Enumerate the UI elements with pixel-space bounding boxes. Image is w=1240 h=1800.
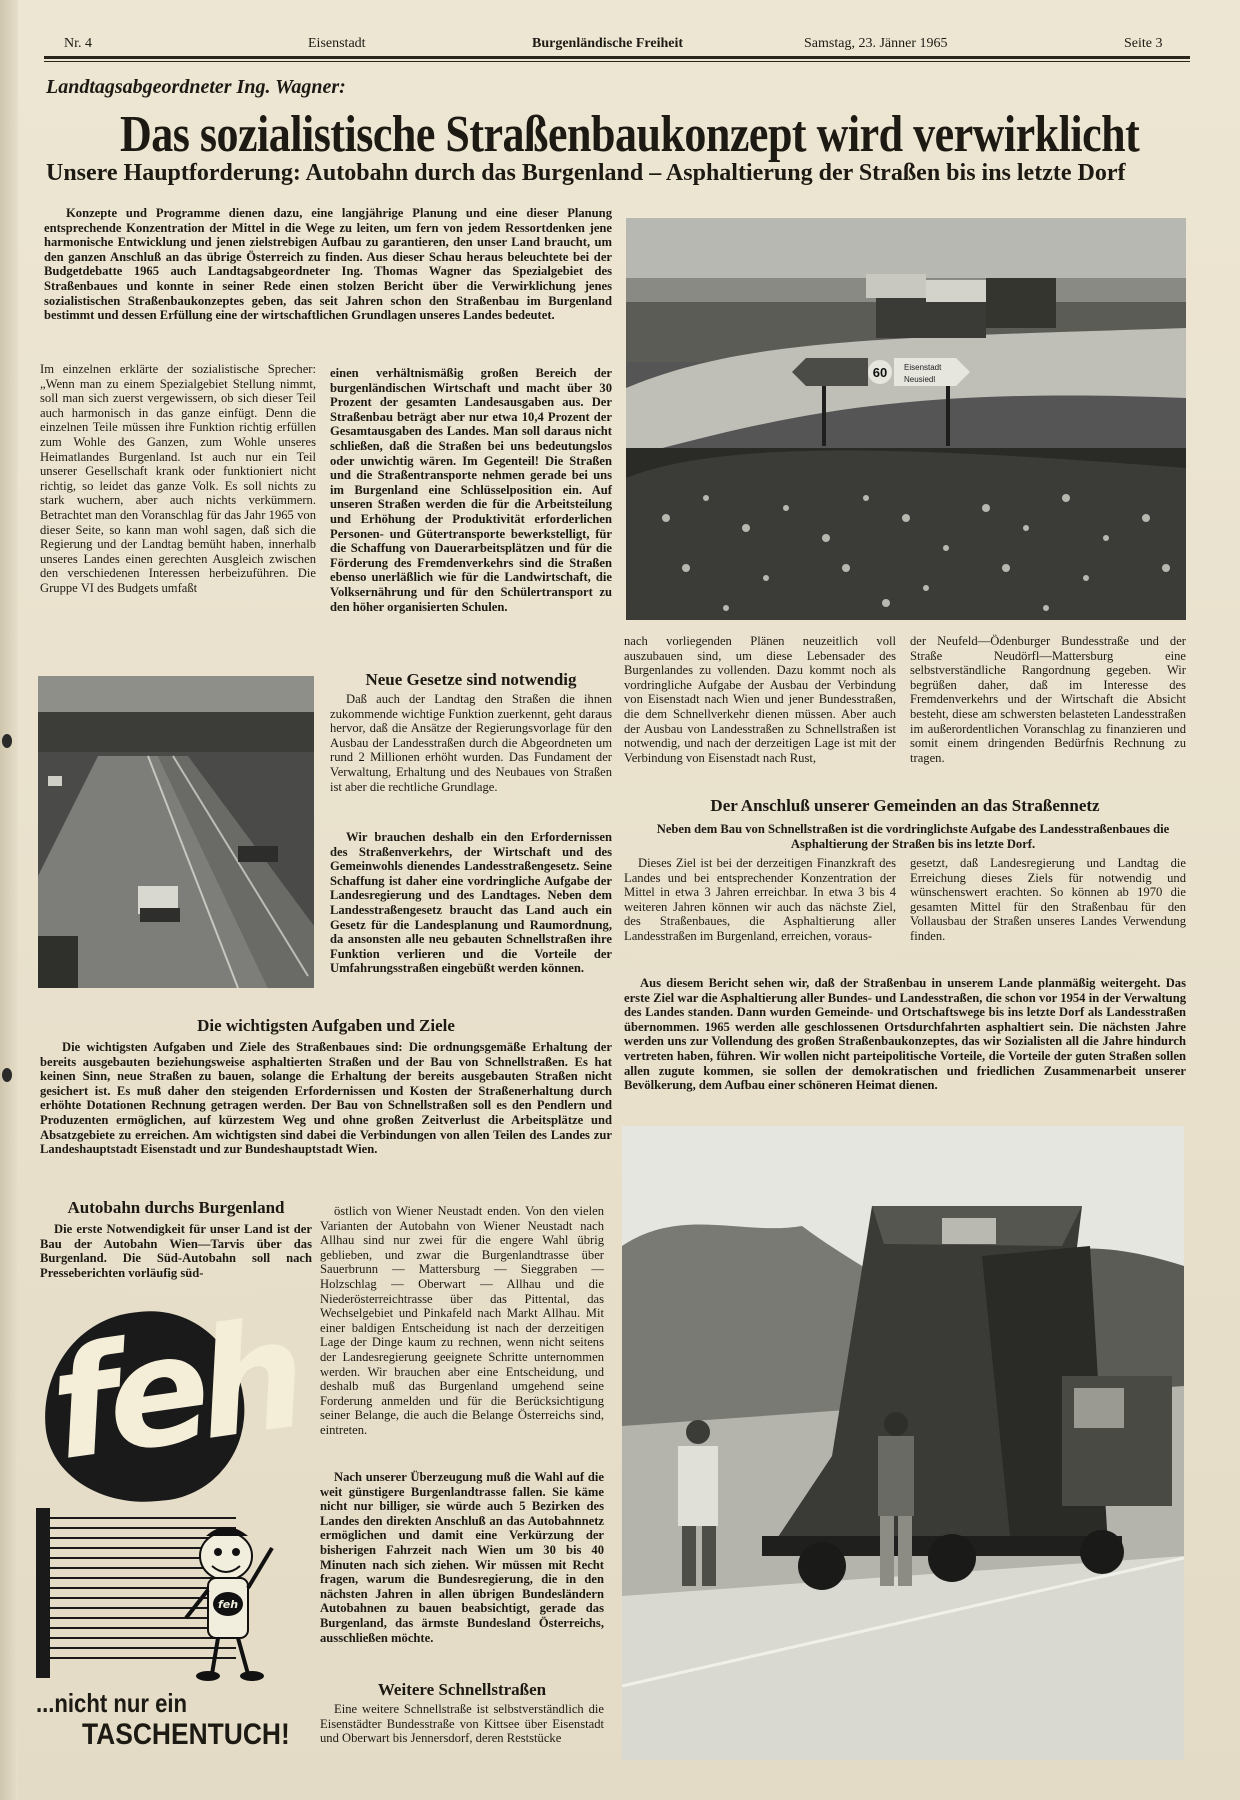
dump-truck-photo xyxy=(622,1126,1184,1760)
column-1-text: Im einzelnen erklärte der sozialistische Sprecher: „Wenn man zu einem Spezialgebiet Stellung nimmt, soll man sich zuerst vergewissern, ob sich dieser Teil auch harmonisch in das ganze einfügt. Denn die einzelnen Teile müssen ihre Funktion richtig erfüllen zum Wohle des Ganzen, zum Wohle unseres Heimatlandes Burgenland. Ist auch nur ein Teil unserer Gesellschaft krank oder funktioniert nicht richtig, so leidet das ganze Volk. Es soll nichts zu stark wuchern, aber auch nichts verkümmern. Betrachtet man den Voranschlag für das Jahr 1965 von dieser Seite, so kann man wohl sagen, daß sich die Regierung und der Landtag bemüht haben, innerhalb unseres Landes einen gerechten Ausgleich zwischen den verschiedenen Interessen herbeizuführen. Die Gruppe VI des Budgets umfaßt xyxy=(40,362,316,595)
newspaper-name: Burgenländische Freiheit xyxy=(532,36,684,51)
page-edge xyxy=(0,0,18,1800)
road-sign-photo-image xyxy=(626,218,1186,620)
article-overline: Landtagsabgeordneter Ing. Wagner: xyxy=(46,76,346,98)
gesetze-text: Daß auch der Landtag den Straßen die ihnen zukommende wichtige Funktion zuerkennt, geht daraus hervor, daß die Ansätze der Regierungsvorlage für den Ausbau der Landesstraßen durch die Abgeordneten um rund 2 Millionen erhöht wurden. Das Fundament der Verwaltung, Erhaltung und des Neubaues von Straßen ist aber die rechtliche Grundlage. xyxy=(330,692,612,794)
highway-photo-image xyxy=(38,676,314,988)
header-rule-thin xyxy=(44,61,1190,62)
article-subheadline: Unsere Hauptforderung: Autobahn durch das Burgenland – Asphaltierung der Straßen bis ins letzte Dorf xyxy=(46,160,1126,186)
sign-destination-1: Eisenstadt xyxy=(904,363,942,372)
section-heading-gesetze: Neue Gesetze sind notwendig xyxy=(365,670,577,689)
ad-brand-logo: feh xyxy=(40,1288,307,1495)
ad-slogan-line-1: ...nicht nur ein xyxy=(36,1688,188,1718)
issue-number: Nr. 4 xyxy=(64,36,92,51)
autobahn-text: Die erste Notwendigkeit für unser Land ist der Bau der Autobahn Wien—Tarvis über das Burgenland. Die Süd-Autobahn soll nach Presseberichten vorläufig süd- xyxy=(40,1222,312,1280)
road-sign-photo xyxy=(626,218,1186,620)
feh-advertisement xyxy=(36,1288,307,1758)
article-lead: Konzepte und Programme dienen dazu, eine langjährige Planung und eine dieser Planung entsprechende Konzentration der Mittel in die Wege zu leiten, um fern von jedem Ressortdenken jene harmonische Entwicklung und jenen zielstrebigen Aufbau zu garantieren, den unser Land braucht, um den ganzen Anschluß an das übrige Österreich zu finden. Aus dieser Schau heraus beleuchtete bei der Budgetdebatte 1965 auch Landtagsabgeordneter Ing. Thomas Wagner das Spezialgebiet des Straßenbaues und konnte in seiner Rede einen stolzen Bericht über die Verwirklichung jenes sozialistischen Straßenbaukonzeptes geben, das seit Jahren schon den Straßenbau im Burgenland bestimmt und dessen Erfüllung eine der wirtschaftlichen Grundlagen unseres Landes bedeutet. xyxy=(44,206,612,323)
column-2-text: einen verhältnismäßig großen Bereich der burgenländischen Wirtschaft und macht über 30 Prozent der gesamten Landesausgaben aus. Der Straßenbau beträgt aber nur etwa 10,4 Prozent der Gesamtausgaben des Landes. Man soll daraus nicht schließen, daß die Straßen bei uns bedeutungslos oder unwichtig wären. Im Gegenteil! Die Straßen und die Straßentransporte nehmen gerade bei uns im Burgenland eine Schlüsselposition ein. Auf unseren Straßen werden die für die Arbeitsteilung und Erhöhung der Produktivität erforderlichen Personen- und Gütertransporte bewerkstelligt, für die Schaffung von Dauerarbeitsplätzen und für die Förderung des Fremdenverkehrs sind die Straßen ebenso unerläßlich wie für die Landwirtschaft, die Volksernährung und für den Schülertransport zu den höher organisierten Schulen. xyxy=(330,366,612,614)
section-heading-anschluss: Der Anschluß unserer Gemeinden an das Straßennetz xyxy=(710,796,1100,815)
speed-limit-sign: 60 xyxy=(872,365,888,380)
anschluss-text-c: Aus diesem Bericht sehen wir, daß der Straßenbau in unserem Lande planmäßig weitergeht. Das erste Ziel war die Asphaltierung aller Bundes- und Landesstraßen, die schon vor 1954 in der Verwaltung des Landes standen. Dann wurden Gemeinde- und Ortschaftswege bis ins letzte Dorf als Landesstraßen übernommen. 1965 werden alle geschlossenen Ortsdurchfahrten asphaltiert sein. Die nächsten Jahre werden uns zur Vollendung des großen Straßenbaukonzeptes, das wir Sozialisten all die Jahre hindurch vertreten haben, führen. Wir wollen nicht parteipolitische Vorteile, die Vorteile der guten Straßen sollen allen zugute kommen, sie sollen der demokratischen und friedlichen Zusammenarbeit unserer Bevölkerung, dem Aufbau einer schöneren Heimat dienen. xyxy=(624,976,1186,1093)
ad-mascot-badge: feh xyxy=(217,1598,239,1611)
column-3b-text: der Neufeld—Ödenburger Bundesstraße und der Straße Neudörfl—Mattersburg eine selbstverständliche Rangordnung gegeben. Wir begrüßen daher, daß im Interesse des Fremdenverkehrs und der Wirtschaft die Absicht besteht, diese am schwersten belasteten Landesstraßen im außerordentlichen Voranschlag zu finanzieren und somit einem dringenden Bedürfnis Rechnung zu tragen. xyxy=(910,634,1186,765)
header-rule xyxy=(44,56,1190,59)
anschluss-lead: Neben dem Bau von Schnellstraßen ist die vordringlichste Aufgabe des Landesstraßenbaues die Asphaltierung der Straßen bis ins letzte Dorf. xyxy=(656,822,1170,851)
anschluss-text-b: gesetzt, daß Landesregierung und Landtag die Erreichung dieses Ziels für notwendig und wünschenswert erachten. So können ab 1970 die gesamten Mittel für den Straßenbau für den Vollausbau der Straßen unseres Landes Verwendung finden. xyxy=(910,856,1186,943)
highway-photo xyxy=(38,676,314,988)
section-heading-autobahn: Autobahn durchs Burgenland xyxy=(67,1198,285,1217)
page-number: Seite 3 xyxy=(1124,36,1163,51)
ad-slogan-line-2: TASCHENTUCH! xyxy=(82,1718,290,1751)
column-3a-text: nach vorliegenden Plänen neuzeitlich voll auszubauen sind, um diese Lebensader des Burgenlandes zu vollenden. Dazu kommt noch als vordringliche Aufgabe der Ausbau der Verbindung von Eisenstadt nach Wien und jener Bundesstraßen, die dem Schnellverkehr dienen müssen. Aber auch der Ausbau von Landesstraßen zu Schnellstraßen ist notwendig, und nach der derzeitigen Lage ist mit der Verbindung von Eisenstadt nach Rust, xyxy=(624,634,896,765)
weitere-text: Eine weitere Schnellstraße ist selbstverständlich die Eisenstädter Bundesstraße von Kittsee über Eisenstadt und Oberwart bis Jennersdorf, deren Reststücke xyxy=(320,1702,604,1746)
ad-mascot-illustration xyxy=(36,1508,306,1688)
anschluss-text-a: Dieses Ziel ist bei der derzeitigen Finanzkraft des Landes und bei entsprechender Konzentration der Mittel in etwa 3 Jahren erreichbar. In etwa 3 bis 4 weiteren Jahren können wir auch das nächste Ziel, des Straßenbaues, die Asphaltierung aller Landesstraßen im Burgenland, erreichen, voraus- xyxy=(624,856,896,943)
punch-hole xyxy=(2,734,12,748)
sign-destination-2: Neusiedl xyxy=(904,375,936,384)
section-heading-aufgaben: Die wichtigsten Aufgaben und Ziele xyxy=(197,1016,455,1035)
section-heading-weitere: Weitere Schnellstraßen xyxy=(377,1680,547,1699)
article-headline: Das sozialistische Straßenbaukonzept wird verwirklicht xyxy=(120,105,1140,163)
punch-hole xyxy=(2,1068,12,1082)
header-date: Samstag, 23. Jänner 1965 xyxy=(804,36,948,51)
aufgaben-text: Die wichtigsten Aufgaben und Ziele des Straßenbaues sind: Die ordnungsgemäße Erhaltung der bereits ausgebauten beziehungsweise asphaltierten Straßen und der Bau von Schnellstraßen. Es hat keinen Sinn, neue Straßen zu bauen, solange die Erhaltung der bereits ausgebauten Straßen nicht gesichert ist. Es muß daher den steigenden Erfordernissen und Kosten der Straßenerhaltung durch erhöhte Dotationen Rechnung getragen werden. Der Bau von Schnellstraßen soll es den Pendlern und Produzenten ermöglichen, auf kürzestem Weg und ohne großen Zeitverlust die Arbeitsplätze und Absatzgebiete zu erreichen. Am wichtigsten sind dabei die Verbindungen von allen Teilen des Landes zur Landeshauptstadt Eisenstadt und zur Bundeshauptstadt Wien. xyxy=(40,1040,612,1157)
middle-column-bold-text: Nach unserer Überzeugung muß die Wahl auf die weit günstigere Burgenlandtrasse fallen. Sie käme nicht nur billiger, sie würde auch 5 Bezirken des Landes den direkten Anschluß an das Autobahnnetz ermöglichen und damit eine Verkürzung der bisherigen Fahrzeit nach Wien um 30 bis 40 Minuten nach sich ziehen. Wir müssen mit Recht fragen, warum die Bundesregierung, die in den nächsten Jahren in allen übrigen Bundesländern Autobahnen zu bauen beabsichtigt, gerade das Burgenland, das ärmste Bundesland Österreichs, ausschließen möchte. xyxy=(320,1470,604,1645)
middle-column-text: östlich von Wiener Neustadt enden. Von den vielen Varianten der Autobahn von Wiener Neustadt nach Allhau sind nur zwei für die engere Wahl übrig geblieben, und zwar die Burgenlandtrasse über Sauerbrunn — Mattersburg — Sieggraben — Holzschlag — Oberwart — Allhau und die Niederösterreichtrasse über das Pittental, das Wechselgebiet und Pinkafeld nach Markt Allhau. Mit einer baldigen Entscheidung ist nach der derzeitigen Lage der Dinge kaum zu rechnen, wenn nicht seitens der Landesregierung geeignete Schritte unternommen werden. Wir brauchen aber eine Entscheidung, und deshalb muß das Burgenland umgehend seine Forderung anmelden und für die Berücksichtigung seiner Belange, die auch die Belange Österreichs sind, eintreten. xyxy=(320,1204,604,1437)
header-city: Eisenstadt xyxy=(308,36,366,51)
gesetze-bold-text: Wir brauchen deshalb ein den Erfordernissen des Straßenverkehrs, der Wirtschaft und des Gemeinwohls dienendes Landesstraßengesetz. Seine Schaffung ist daher eine vordringliche Aufgabe der Landesregierung und des Landtages. Neben dem Landesstraßengesetz braucht das Land auch ein Gesetz für die Landesplanung und Raumordnung, da ansonsten alle neu gebauten Schnellstraßen ihre Funktion verlieren und die Vorteile der Umfahrungsstraßen eingebüßt werden können. xyxy=(330,830,612,976)
dump-truck-photo-image xyxy=(622,1126,1184,1760)
